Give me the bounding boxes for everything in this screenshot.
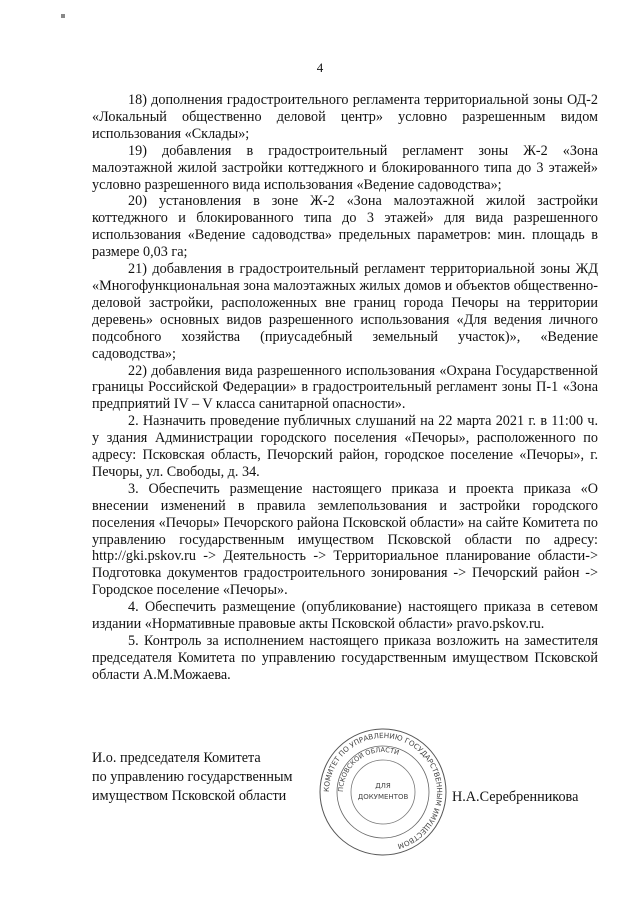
scan-speck	[61, 14, 65, 18]
paragraph-5-control: 5. Контроль за исполнением настоящего приказа возложить на заместителя председателя Комитета по управлению государственным имуществом Псковской области А.М.Можаева.	[92, 633, 598, 683]
paragraph-item-20: 20) установления в зоне Ж-2 «Зона малоэтажной жилой застройки коттеджного и блокированного типа до 3 этажей» для вида разрешенного использования «Ведение садоводства» предельных параметров: мин. площадь в размере 0,03 га;	[92, 193, 598, 261]
page-number: 4	[316, 60, 324, 75]
stamp-outer-text: КОМИТЕТ ПО УПРАВЛЕНИЮ ГОСУДАРСТВЕННЫМ ИМУЩЕСТВОМ	[321, 730, 445, 851]
paragraph-4-publication: 4. Обеспечить размещение (опубликование) настоящего приказа в сетевом издании «Нормативные правовые акты Псковской области» pravo.pskov.ru.	[92, 599, 598, 633]
stamp-inner-text: ПСКОВСКОЙ ОБЛАСТИ	[336, 745, 401, 793]
paragraph-item-22: 22) добавления вида разрешенного использования «Охрана Государственной границы Российской Федерации» в градостроительный регламент зоны П-1 «Зона предприятий IV – V класса санитарной опасности».	[92, 362, 598, 413]
stamp-center-line: ДОКУМЕНТОВ	[357, 793, 409, 801]
paragraph-3-publication-site: 3. Обеспечить размещение настоящего приказа и проекта приказа «О внесении изменений в правила землепользования и застройки городского поселения «Печоры» Печорского района Псковской области» на сайте Комитета по управлению государственным имуществом Псковской области по адресу: http://gki.pskov.ru -> Деятельность -> Территориальное планирование области-> Подготовка документов градостроительного зонирования -> Печорский район -> Городское поселение «Печоры».	[92, 480, 598, 599]
official-stamp	[317, 726, 449, 858]
signature-position-line: имуществом Псковской области	[92, 788, 287, 804]
stamp-center-line: ДЛЯ	[375, 782, 391, 790]
signature-block	[92, 749, 292, 806]
paragraph-item-18: 18) дополнения градостроительного регламента территориальной зоны ОД-2 «Локальный общественно деловой центр» условно разрешенным видом использования «Склады»;	[92, 92, 598, 142]
paragraph-item-19: 19) добавления в градостроительный регламент зоны Ж-2 «Зона малоэтажной жилой застройки коттеджного и блокированного типа до 3 этажей» условно разрешенного вида использования «Ведение садоводства»;	[92, 142, 598, 193]
document-body	[92, 92, 598, 684]
paragraph-2-hearings: 2. Назначить проведение публичных слушаний на 22 марта 2021 г. в 11:00 ч. у здания Администрации городского поселения «Печоры», расположенного по адресу: Псковская область, Печорский район, городское поселение «Печоры», г. Печоры, ул. Свободы, д. 34.	[92, 413, 598, 480]
signature-position-line: И.о. председателя Комитета	[92, 750, 261, 766]
signature-position-line: по управлению государственным	[92, 769, 293, 785]
signer-name: Н.А.Серебренникова	[452, 789, 579, 805]
paragraph-item-21: 21) добавления в градостроительный регламент территориальной зоны ЖД «Многофункциональная зона малоэтажных жилых домов и объектов общественно-деловой застройки, расположенных вне границ города Печоры на территории деревень» основных видов разрешенного использования «Для ведения личного подсобного хозяйства (приусадебный земельный участок)», «Ведение садоводства»;	[92, 261, 598, 362]
